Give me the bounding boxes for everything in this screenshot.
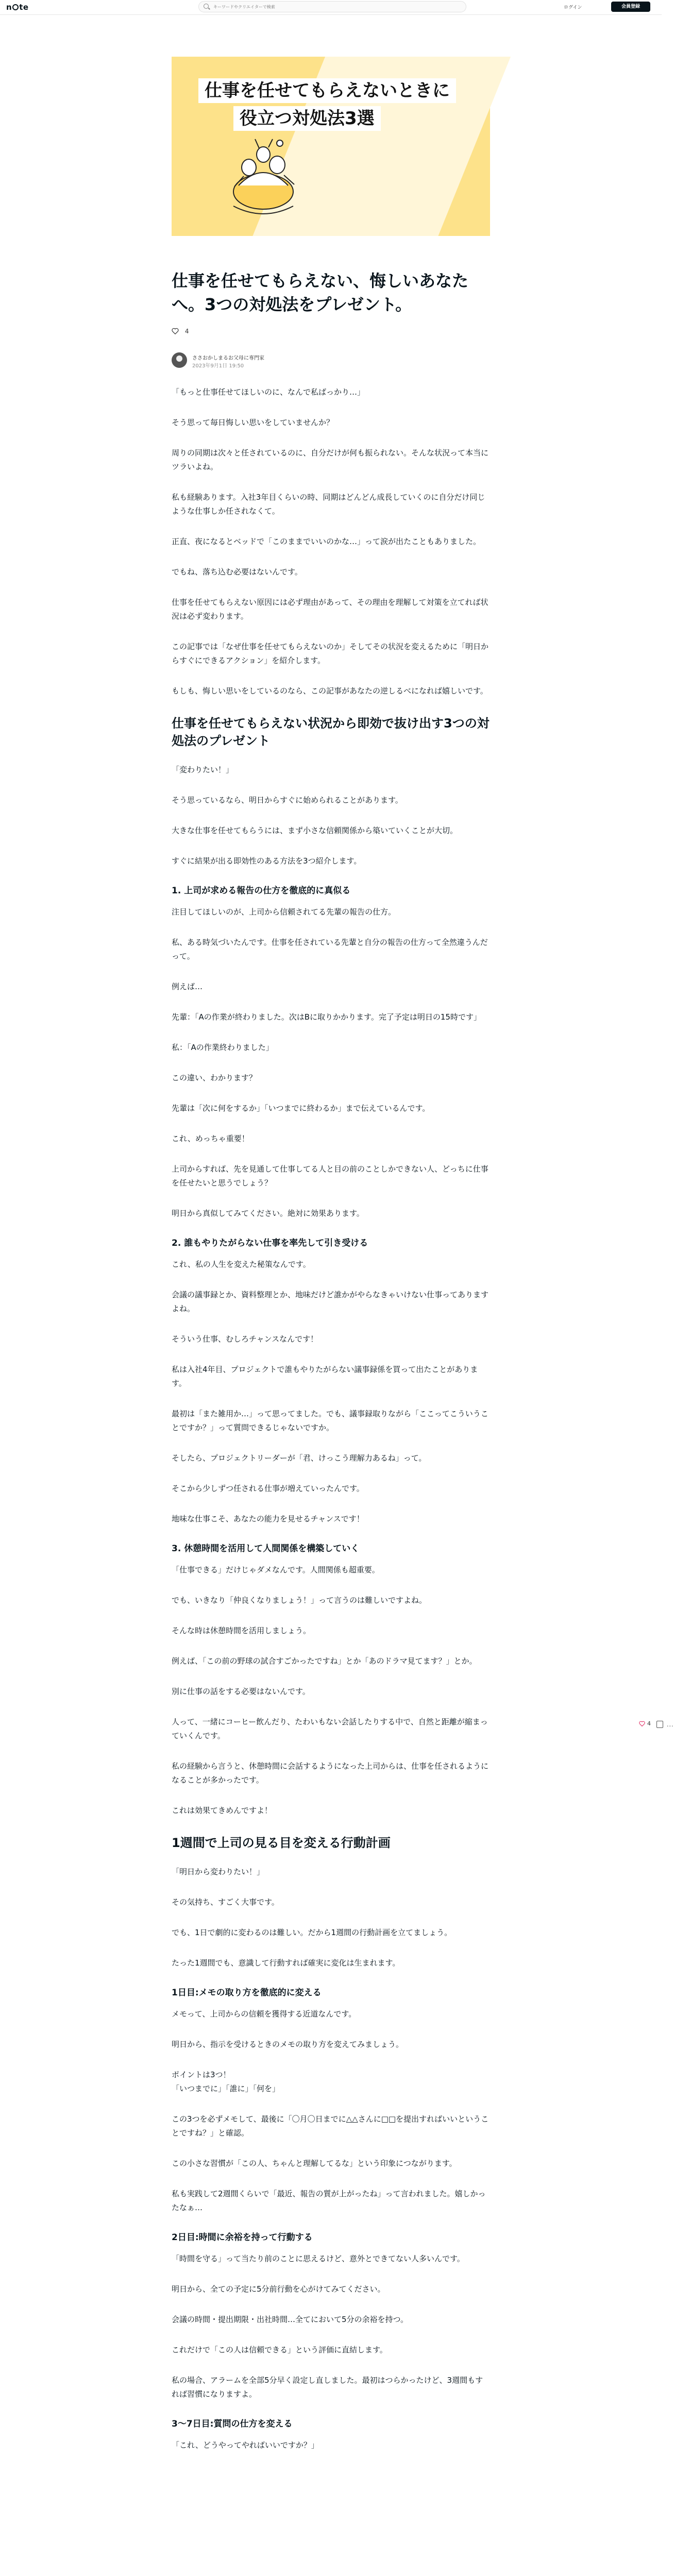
author-block[interactable] (172, 352, 490, 372)
paragraph: 私：「Aの作業終わりました」 (172, 1043, 274, 1052)
paragraph: 例えば… (172, 982, 203, 991)
paragraph: 注目してほしいのが、上司から信頼されてる先輩の報告の仕方。 (172, 907, 396, 917)
paragraph: 私、ある時気づいたんです。仕事を任されている先輩と自分の報告の仕方って全然違うんだって。 (172, 938, 488, 961)
paragraph: 明日から、指示を受けるときのメモの取り方を変えてみましょう。 (172, 2040, 404, 2049)
paragraph: この3つを必ずメモして、最後に「〇月〇日までに△△さんに□□を提出すればいいということですね？」と確認。 (172, 2114, 489, 2138)
paragraph: もしも、悔しい思いをしているのなら、この記事があなたの逆しるべになれば嬉しいです。 (172, 686, 488, 696)
paragraph: 周りの同期は次々と任されているのに、自分だけが何も振られない。そんな状況って本当にツラいよね。 (172, 448, 489, 471)
paragraph: 「変わりたい！」 (172, 765, 234, 774)
paragraph: 例えば、「この前の野球の試合すごかったですね」とか「あのドラマ見てます？」とか。 (172, 1656, 477, 1666)
paragraph: 明日から、全ての予定に5分前行動を心がけてみてください。 (172, 2284, 385, 2294)
heart-icon[interactable] (172, 328, 179, 334)
paragraph: でも、1日で劇的に変わるのは難しい。だから1週間の行動計画を立てましょう。 (172, 1928, 452, 1937)
signup-button[interactable]: 会員登録 (611, 2, 650, 12)
more-menu-icon[interactable]: ··· (667, 1723, 674, 1730)
hero-image (172, 57, 490, 236)
paragraph: 会議の時間・提出期限・出社時間…全てにおいて5分の余裕を持つ。 (172, 2315, 408, 2324)
paragraph: メモって、上司からの信頼を獲得する近道なんです。 (172, 2009, 357, 2019)
paragraph: 私の場合、アラームを全部5分早く設定し直しました。最初はつらかったけど、3週間もすれば習慣になりますよ。 (172, 2376, 483, 2399)
paragraph: その気持ち、すごく大事です。 (172, 1897, 279, 1907)
article (172, 249, 490, 2469)
subsection-heading: 2. 誰もやりたがらない仕事を率先して引き受ける (172, 1238, 368, 1248)
paragraph: これは効果てきめんですよ！ (172, 1806, 273, 1815)
paragraph: 会議の議事録とか、資料整理とか、地味だけど誰かがやらなきゃいけない仕事ってありますよね。 (172, 1290, 489, 1313)
paragraph: 「もっと仕事任せてほしいのに、なんで私ばっかり…」 (172, 387, 365, 397)
paragraph: この記事では「なぜ仕事を任せてもらえないのか」そしてその状況を変えるために「明日からすぐにできるアクション」を紹介します。 (172, 642, 489, 665)
paragraph: 別に仕事の話をする必要はないんです。 (172, 1687, 310, 1696)
search-input[interactable] (212, 3, 457, 11)
paragraph: 「時間を守る」って当たり前のことに思えるけど、意外とできてない人多いんです。 (172, 2254, 465, 2263)
paragraph: 仕事を任せてもらえない原因には必ず理由があって、その理由を理解して対策を立てれば状況は必ず変わります。 (172, 598, 488, 621)
paragraph: この小さな習慣が「この人、ちゃんと理解してるな」という印象につながります。 (172, 2159, 457, 2168)
paragraph: 地味な仕事こそ、あなたの能力を見せるチャンスです！ (172, 1514, 364, 1523)
post-date: 2023年9月1日 19:50 (192, 363, 244, 369)
paragraph: 明日から真似してみてください。絶対に効果あります。 (172, 1209, 364, 1218)
paragraph: そういう仕事、むしろチャンスなんです！ (172, 1334, 318, 1344)
share-icon[interactable] (656, 1721, 663, 1728)
paragraph: そう思って毎日悔しい思いをしていませんか？ (172, 418, 334, 427)
hero-title-line2: 役立つ対処法3選 (233, 106, 381, 131)
article-body (172, 385, 490, 2452)
paragraph: 私も実践して2週間くらいで「最近、報告の質が上がったね」って言われました。嬉しかったなぁ… (172, 2189, 486, 2212)
paragraph: 私の経験から言うと、休憩時間に会話するようになった上司からは、仕事を任されるようになることが多かったです。 (172, 1761, 489, 1785)
paragraph: そこから少しずつ任される仕事が増えていったんです。 (172, 1484, 364, 1493)
paragraph: 私は入社4年目、プロジェクトで誰もやりたがらない議事録係を買って出たことがあります。 (172, 1365, 478, 1388)
note-logo[interactable]: n te (6, 3, 29, 12)
paragraph: これだけで「この人は信頼できる」という評価に直結します。 (172, 2345, 387, 2354)
subsection-heading: 3. 休憩時間を活用して人間関係を構築していく (172, 1544, 360, 1554)
subsection-heading: 2日目:時間に余裕を持って行動する (172, 2232, 313, 2243)
paragraph: でもね、落ち込む必要はないんです。 (172, 567, 302, 577)
paragraph: そしたら、プロジェクトリーダーが「君、けっこう理解力あるね」って。 (172, 1453, 427, 1463)
paragraph: 正直、夜になるとベッドで「このままでいいのかな…」って涙が出たこともありました。 (172, 537, 481, 546)
paragraph: そう思っているなら、明日からすぐに始められることがあります。 (172, 795, 403, 805)
paragraph: 「明日から変わりたい！」 (172, 1867, 265, 1876)
site-header (0, 0, 662, 15)
subsection-heading: 1. 上司が求める報告の仕方を徹底的に真似る (172, 886, 351, 896)
paragraph: 上司からすれば、先を見通して仕事してる人と目の前のことしかできない人、どっちに仕事を任せたいと思うでしょう？ (172, 1164, 488, 1188)
paragraph: ポイントは3つ！ (172, 2070, 231, 2079)
paragraph: 先輩は「次に何をするか」「いつまでに終わるか」まで伝えているんです。 (172, 1104, 430, 1113)
paragraph: 人って、一緒にコーヒー飲んだり、たわいもない会話したりする中で、自然と距離が縮まっていくんです。 (172, 1717, 488, 1740)
paragraph: すぐに結果が出る即効性のある方法を3つ紹介します。 (172, 856, 362, 866)
login-link[interactable]: ログイン (564, 5, 582, 10)
avatar[interactable] (172, 352, 187, 368)
paragraph: 最初は「また雑用か…」って思ってました。でも、議事録取りながら「ここってこういうことですか？」って質問できるじゃないですか。 (172, 1409, 488, 1432)
floating-like-count: 4 (647, 1720, 651, 1727)
like-row (172, 328, 490, 338)
section-heading: 仕事を任せてもらえない状況から即効で抜け出す3つの対処法のプレゼント (172, 716, 490, 748)
floating-actions (632, 1720, 674, 1730)
paragraph: 「仕事できる」だけじゃダメなんです。人間関係も超重要。 (172, 1565, 380, 1574)
paragraph: でも、いきなり「仲良くなりましょう！」って言うのは難しいですよね。 (172, 1596, 427, 1605)
section-heading: 1週間で上司の見る目を変える行動計画 (172, 1836, 391, 1850)
author-name[interactable]: ささおかしまるお父母に専門家 (192, 355, 264, 361)
paragraph: そんな時は休憩時間を活用しましょう。 (172, 1626, 311, 1635)
paragraph: この違い、わかります？ (172, 1073, 257, 1082)
hero-title-line1: 仕事を任せてもらえないときに (198, 78, 456, 103)
paragraph: たった1週間でも、意識して行動すれば確実に変化は生まれます。 (172, 1958, 400, 1968)
heart-icon[interactable] (639, 1721, 645, 1726)
paragraph: これ、私の人生を変えた秘策なんです。 (172, 1260, 311, 1269)
paragraph: これ、めっちゃ重要！ (172, 1134, 249, 1143)
subsection-heading: 3〜7日目:質問の仕方を変える (172, 2419, 293, 2429)
subsection-heading: 1日目:メモの取り方を徹底的に変える (172, 1988, 322, 1998)
like-count: 4 (184, 328, 189, 335)
paragraph: 私も経験あります。入社3年目くらいの時、同期はどんどん成長していくのに自分だけ同じような仕事しか任されなくて。 (172, 493, 485, 516)
paragraph: 「これ、どうやってやればいいですか？」 (172, 2441, 319, 2450)
paragraph: 大きな仕事を任せてもらうには、まず小さな信頼関係から築いていくことが大切。 (172, 826, 458, 835)
search-icon (204, 4, 209, 9)
paragraph: 先輩：「Aの作業が終わりました。次はBに取りかかります。完了予定は明日の15時です」 (172, 1012, 481, 1022)
search-box[interactable] (198, 1, 466, 12)
paragraph: 「いつまでに」「誰に」「何を」 (172, 2084, 280, 2093)
article-title: 仕事を任せてもらえない、悔しいあなたへ。3つの対処法をプレゼント。 (172, 271, 469, 314)
